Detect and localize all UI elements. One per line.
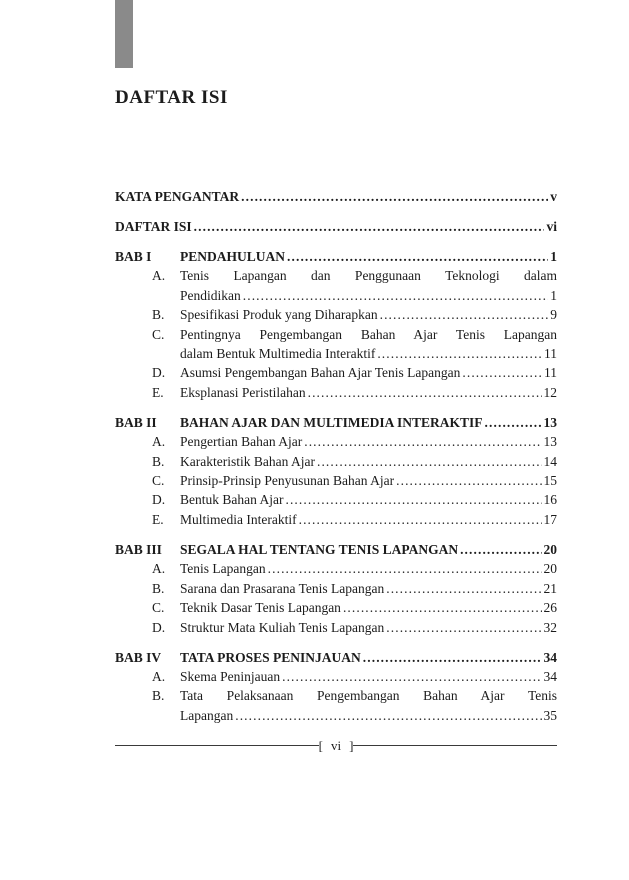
- toc-dotline: [180, 559, 557, 578]
- dot-leader: [343, 598, 542, 617]
- chapter-label: BAB II: [115, 414, 157, 430]
- chapter-label: BAB III: [115, 541, 162, 557]
- subentry-text: Karakteristik Bahan Ajar: [180, 453, 315, 469]
- subentry-last-line: [180, 452, 557, 471]
- subentry-last-line: [180, 490, 557, 509]
- toc-dotline: [180, 510, 557, 529]
- subentry-body: [180, 618, 557, 637]
- toc-page-number: 13: [543, 414, 557, 430]
- toc-page-number: 1: [550, 249, 557, 264]
- subentry-body: [180, 598, 557, 617]
- toc-entry-title: KATA PENGANTAR: [115, 189, 240, 204]
- toc-subentry-row: [152, 510, 557, 529]
- toc-page-number: 12: [543, 384, 557, 400]
- subentry-letter: C.: [152, 600, 165, 616]
- footer-page-number: vi: [330, 738, 342, 753]
- toc-dotline: [180, 305, 557, 324]
- subentry-text: Eksplanasi Peristilahan: [180, 384, 306, 400]
- toc-subentry-row: [152, 325, 557, 364]
- toc-dotline: [180, 452, 557, 471]
- subentry-letter: C.: [152, 326, 165, 342]
- toc-page-number: 20: [543, 561, 557, 577]
- subentry-last-line: [180, 383, 557, 402]
- toc-entry-title: BAHAN AJAR DAN MULTIMEDIA INTERAKTIF: [180, 414, 483, 430]
- subentry-text: Prinsip-Prinsip Penyusunan Bahan Ajar: [180, 473, 395, 489]
- toc-entry-body: [180, 413, 557, 432]
- toc-dotline: [180, 344, 557, 363]
- toc-page-number: vi: [546, 219, 557, 234]
- toc-entry-body: [180, 247, 557, 266]
- subentry-last-line: [180, 344, 557, 363]
- dot-leader: [243, 286, 549, 305]
- dot-leader: [460, 540, 541, 559]
- subentry-text: Bentuk Bahan Ajar: [180, 492, 284, 508]
- dot-leader: [377, 344, 542, 363]
- subentry-last-line: [180, 618, 557, 637]
- subentry-body: [180, 490, 557, 509]
- toc-page-number: 34: [543, 649, 557, 665]
- toc-dotline: [180, 432, 557, 451]
- toc-page-number: 11: [544, 365, 557, 381]
- subentry-text-line: Pentingnya Pengembangan Bahan Ajar Tenis Lapangan: [180, 326, 557, 342]
- footer-bracket-open: [: [318, 738, 323, 753]
- dot-leader: [268, 559, 542, 578]
- toc-dotline: [180, 579, 557, 598]
- dot-leader: [462, 363, 542, 382]
- subentry-last-line: [180, 706, 557, 725]
- toc-subentry-row: [152, 618, 557, 637]
- subentry-last-line: [180, 471, 557, 490]
- chapter-label: BAB IV: [115, 649, 162, 665]
- toc-entry-body: [115, 217, 557, 236]
- toc-page-number: 13: [543, 434, 557, 450]
- subentry-letter: B.: [152, 307, 165, 323]
- toc-page-number: 16: [543, 492, 557, 508]
- dot-leader: [386, 618, 541, 637]
- subentry-body: [180, 510, 557, 529]
- toc-list: [115, 187, 557, 725]
- toc-page-number: 17: [543, 511, 557, 527]
- subentry-text: Sarana dan Prasarana Tenis Lapangan: [180, 580, 385, 596]
- toc-subentry-row: [152, 686, 557, 725]
- subentry-letter: A.: [152, 668, 166, 684]
- toc-subentry-row: [152, 471, 557, 490]
- toc-subentry-row: [152, 363, 557, 382]
- footer-rule-right: [353, 745, 557, 746]
- subentry-text: Lapangan: [180, 707, 234, 723]
- toc-dotline: [180, 648, 557, 667]
- toc-subentry-row: [152, 432, 557, 451]
- chapter-label: BAB I: [115, 249, 152, 264]
- dot-leader: [282, 667, 541, 686]
- dot-leader: [308, 383, 542, 402]
- dot-leader: [287, 247, 548, 266]
- toc-dotline: [180, 540, 557, 559]
- toc-entry-body: [180, 648, 557, 667]
- dot-leader: [363, 648, 542, 667]
- subentry-text: dalam Bentuk Multimedia Interaktif: [180, 346, 376, 362]
- subentry-last-line: [180, 510, 557, 529]
- subentry-text: Tenis Lapangan: [180, 561, 266, 577]
- toc-page-number: 15: [543, 473, 557, 489]
- subentry-text: Struktur Mata Kuliah Tenis Lapangan: [180, 619, 385, 635]
- dot-leader: [299, 510, 542, 529]
- dot-leader: [285, 490, 541, 509]
- subentry-body: [180, 579, 557, 598]
- subentry-last-line: [180, 432, 557, 451]
- dot-leader: [485, 413, 542, 432]
- subentry-text: Pengertian Bahan Ajar: [180, 434, 303, 450]
- subentry-last-line: [180, 559, 557, 578]
- subentry-letter: D.: [152, 619, 166, 635]
- toc-dotline: [180, 383, 557, 402]
- toc-dotline: [180, 618, 557, 637]
- page-footer: [115, 737, 557, 754]
- toc-page-number: 35: [543, 707, 557, 723]
- subentry-text: Asumsi Pengembangan Bahan Ajar Tenis Lapangan: [180, 365, 461, 381]
- dot-leader: [235, 706, 541, 725]
- toc-subentry-row: [152, 559, 557, 578]
- subentry-last-line: [180, 363, 557, 382]
- toc-page-number: 26: [543, 600, 557, 616]
- subentry-letter: C.: [152, 473, 165, 489]
- toc-page-number: 34: [543, 668, 557, 684]
- subentry-body: [180, 667, 557, 686]
- toc-dotline: [180, 471, 557, 490]
- dot-leader: [304, 432, 541, 451]
- toc-subentry-row: [152, 383, 557, 402]
- subentry-letter: A.: [152, 434, 166, 450]
- subentry-letter: E.: [152, 511, 164, 527]
- subentry-body: [180, 305, 557, 324]
- subentry-last-line: [180, 579, 557, 598]
- subentry-letter: A.: [152, 561, 166, 577]
- subentry-letter: D.: [152, 365, 166, 381]
- toc-subentry-row: [152, 305, 557, 324]
- toc-page-number: 21: [543, 580, 557, 596]
- toc-dotline: [180, 413, 557, 432]
- subentry-last-line: [180, 286, 557, 305]
- toc-entry-title: DAFTAR ISI: [115, 219, 192, 234]
- toc-subentry-row: [152, 266, 557, 305]
- toc-subentry-row: [152, 452, 557, 471]
- subentry-body: [180, 383, 557, 402]
- subentry-body: [180, 559, 557, 578]
- subentry-body: [180, 325, 557, 364]
- toc-entry-title: TATA PROSES PENINJAUAN: [180, 649, 361, 665]
- toc-chapter-row: [115, 540, 557, 559]
- dot-leader: [194, 217, 545, 236]
- subentry-letter: B.: [152, 453, 165, 469]
- toc-subentry-row: [152, 667, 557, 686]
- subentry-text-line: Tenis Lapangan dan Penggunaan Teknologi dalam: [180, 268, 557, 284]
- toc-subentry-row: [152, 490, 557, 509]
- subentry-body: [180, 471, 557, 490]
- toc-page-number: 32: [543, 619, 557, 635]
- toc-page-number: v: [550, 189, 557, 204]
- subentry-letter: B.: [152, 688, 165, 704]
- toc-dotline: [180, 706, 557, 725]
- toc-subentry-row: [152, 579, 557, 598]
- toc-entry-body: [115, 187, 557, 206]
- subentry-body: [180, 686, 557, 725]
- subentry-letter: D.: [152, 492, 166, 508]
- subentry-letter: E.: [152, 384, 164, 400]
- toc-dotline: [180, 363, 557, 382]
- dot-leader: [317, 452, 542, 471]
- toc-front-row: [115, 187, 557, 206]
- toc-chapter-row: [115, 648, 557, 667]
- toc-dotline: [180, 667, 557, 686]
- subentry-text: Spesifikasi Produk yang Diharapkan: [180, 307, 378, 323]
- toc-page-number: 20: [543, 541, 557, 557]
- dot-leader: [241, 187, 548, 206]
- toc-page-number: 9: [550, 307, 557, 323]
- toc-entry-title: PENDAHULUAN: [180, 249, 286, 264]
- subentry-last-line: [180, 667, 557, 686]
- subentry-letter: B.: [152, 580, 165, 596]
- subentry-letter: A.: [152, 268, 166, 284]
- dot-leader: [396, 471, 541, 490]
- toc-page-number: 14: [543, 453, 557, 469]
- toc-page-number: 11: [544, 346, 557, 362]
- toc-dotline: [180, 247, 557, 266]
- dot-leader: [386, 579, 541, 598]
- accent-bar: [115, 0, 133, 68]
- toc-page-number: 1: [550, 287, 557, 303]
- page-title: DAFTAR ISI: [115, 87, 228, 108]
- subentry-text: Multimedia Interaktif: [180, 511, 297, 527]
- dot-leader: [380, 305, 549, 324]
- subentry-last-line: [180, 598, 557, 617]
- footer-page-label: [319, 737, 354, 754]
- toc-front-row: [115, 217, 557, 236]
- subentry-body: [180, 266, 557, 305]
- subentry-text: Teknik Dasar Tenis Lapangan: [180, 600, 341, 616]
- footer-rule-left: [115, 745, 319, 746]
- toc-entry-body: [180, 540, 557, 559]
- footer-bracket-close: ]: [349, 738, 354, 753]
- toc-dotline: [115, 187, 557, 206]
- subentry-text-line: Tata Pelaksanaan Pengembangan Bahan Ajar Tenis: [180, 688, 557, 704]
- subentry-last-line: [180, 305, 557, 324]
- subentry-text: Skema Peninjauan: [180, 668, 281, 684]
- subentry-body: [180, 363, 557, 382]
- toc-entry-title: SEGALA HAL TENTANG TENIS LAPANGAN: [180, 541, 459, 557]
- toc-dotline: [180, 598, 557, 617]
- toc-dotline: [180, 286, 557, 305]
- subentry-body: [180, 452, 557, 471]
- subentry-text: Pendidikan: [180, 287, 241, 303]
- toc-chapter-row: [115, 247, 557, 266]
- toc-subentry-row: [152, 598, 557, 617]
- toc-chapter-row: [115, 413, 557, 432]
- toc-dotline: [115, 217, 557, 236]
- subentry-body: [180, 432, 557, 451]
- toc-dotline: [180, 490, 557, 509]
